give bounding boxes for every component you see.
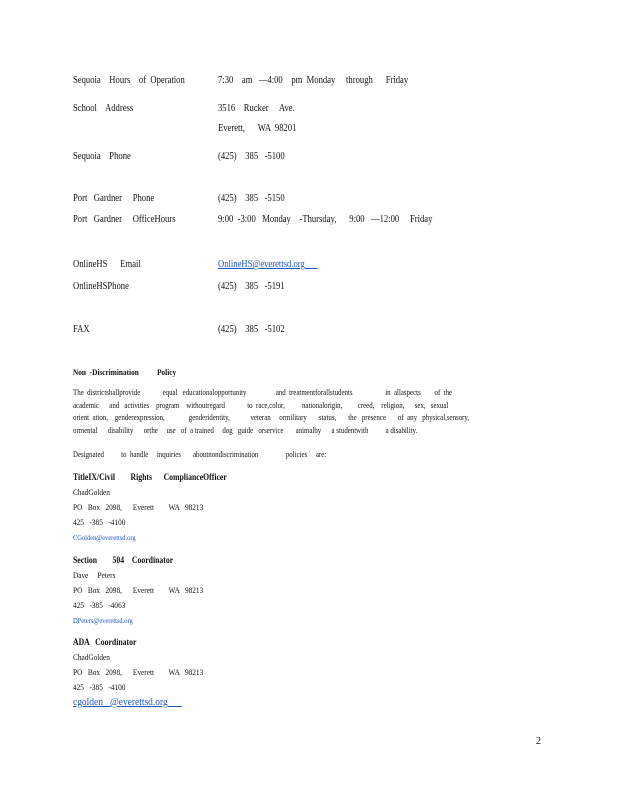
policy-line: orient ation, genderexpression, genderidentity, veteran ormilitary status, the presence of any physical,sensory, <box>73 413 470 422</box>
policy-paragraph <box>73 387 520 437</box>
info-value: 7:30 am —4:00 pm Monday through Friday <box>218 75 409 86</box>
info-label: School Address <box>73 103 134 114</box>
contact-phone: 425 -385 -4100 <box>73 682 126 692</box>
contact-email-link[interactable]: DPeters@everettsd.org <box>73 616 133 625</box>
info-value: Everett, WA 98201 <box>218 123 297 134</box>
page-number: 2 <box>536 736 541 747</box>
contact-email-link[interactable]: CGolden@everettsd.org <box>73 533 136 542</box>
contact-name: Dave Peters <box>73 570 116 580</box>
info-label: Sequoia Phone <box>73 151 131 162</box>
policy-line: academic and activities program withoutregard to race,color, nationalorigin, creed, religion, sex, sexual <box>73 400 449 410</box>
contact-title: TitleIX/Civil Rights ComplianceOfficer <box>73 472 227 482</box>
contact-address: PO Box 2098, Everett WA 98213 <box>73 585 204 595</box>
contact-title: Section 504 Coordinator <box>73 555 174 565</box>
info-label: Port Gardner Phone <box>73 193 155 204</box>
contact-address: PO Box 2098, Everett WA 98213 <box>73 502 204 512</box>
contact-address: PO Box 2098, Everett WA 98213 <box>73 667 204 677</box>
policy-line: ormental disability orthe use of a trained dog guide orservice animalby a studentwith a disability. <box>73 425 418 435</box>
contact-section-504 <box>73 553 224 628</box>
info-value: (425) 385 -5191 <box>218 281 285 292</box>
contact-phone: 425 -385 -4063 <box>73 600 126 610</box>
contact-name: ChadGolden <box>73 652 110 662</box>
info-value: (425) 385 -5150 <box>218 193 285 204</box>
info-label: Port Gardner OfficeHours <box>73 214 176 225</box>
contact-title: ADA Coordinator <box>73 637 137 647</box>
contact-email-link[interactable]: cgolden @everettsd.org <box>73 696 182 708</box>
contact-phone: 425 -385 -4100 <box>73 517 126 527</box>
contact-name: ChadGolden <box>73 487 110 497</box>
info-label: FAX <box>73 324 90 335</box>
contact-title-ix <box>73 470 252 545</box>
info-label: OnlineHS Email <box>73 259 141 270</box>
policy-line: The districtshallprovide equal educationalopportunity and treatmentforallstudents in allaspects of the <box>73 388 453 397</box>
info-value: 9:00 -3:00 Monday -Thursday, 9:00 —12:00 Friday <box>218 214 433 225</box>
contact-ada <box>73 635 224 710</box>
designated-text: Designated to handle inquiries aboutnondiscrimination policies are: <box>73 450 327 459</box>
info-value: (425) 385 -5100 <box>218 151 285 162</box>
designated-line <box>73 449 520 462</box>
policy-title: Non -Discrimination Policy <box>73 367 177 377</box>
info-label: Sequoia Hours of Operation <box>73 75 185 86</box>
info-label: OnlineHSPhone <box>73 281 129 292</box>
info-value: 3516 Rucker Ave. <box>218 103 295 114</box>
info-value: (425) 385 -5102 <box>218 324 285 335</box>
online-email-link[interactable]: OnlineHS@everettsd.org <box>218 259 318 270</box>
